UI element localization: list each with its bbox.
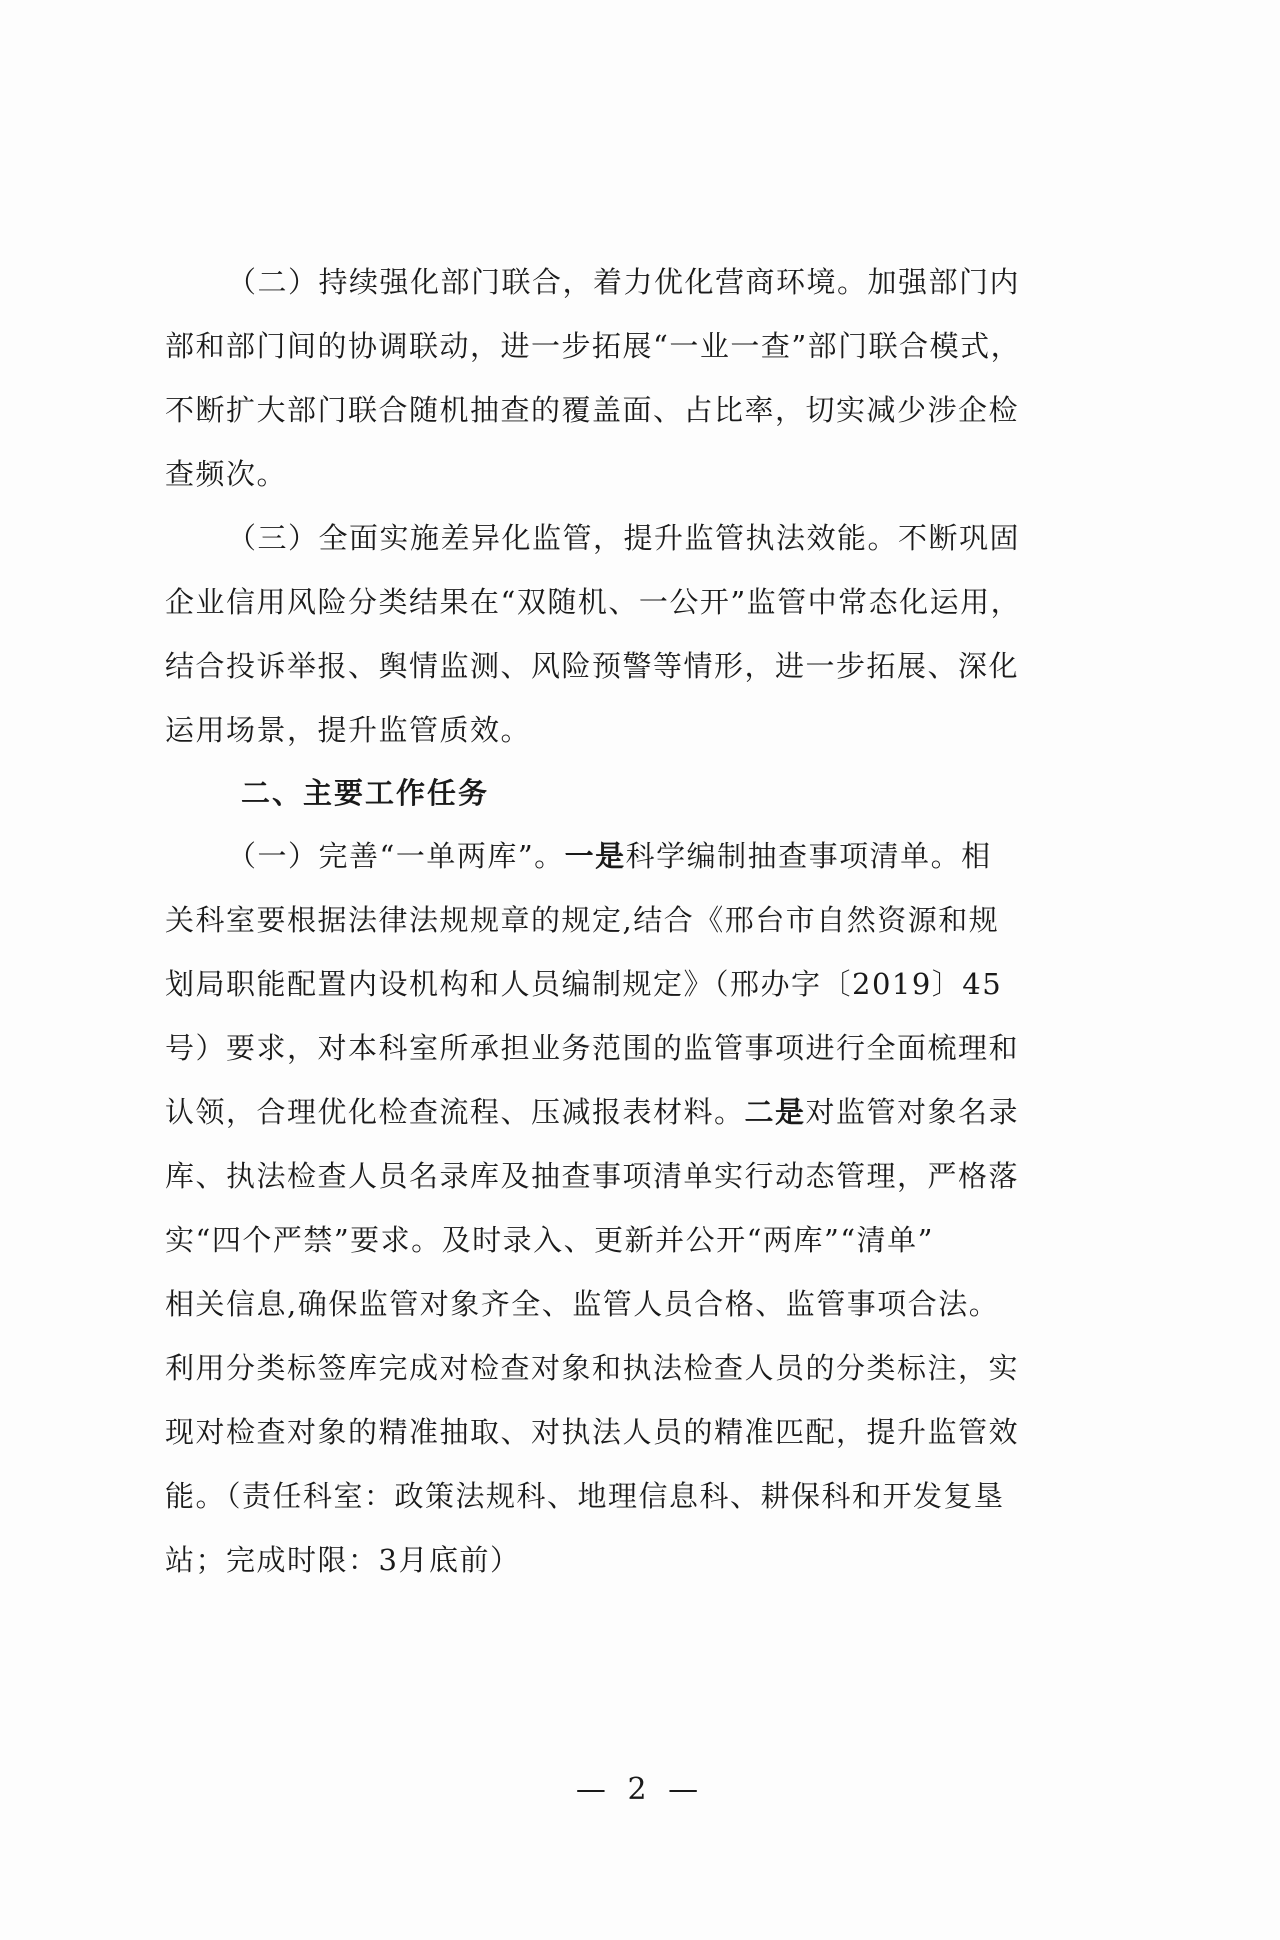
paragraph-2-line-3: 结合投诉举报、舆情监测、风险预警等情形，进一步拓展、深化 bbox=[165, 649, 1020, 683]
paragraph-3-line-10: 现对检查对象的精准抽取、对执法人员的精准匹配，提升监管效 bbox=[165, 1415, 1020, 1449]
paragraph-1-line-4: 查频次。 bbox=[165, 457, 288, 491]
paragraph-3-line-11: 能。（责任科室：政策法规科、地理信息科、耕保科和开发复垦 bbox=[165, 1479, 1005, 1513]
paragraph-2-line-2: 企业信用风险分类结果在“双随机、一公开”监管中常态化运用， bbox=[165, 585, 1022, 619]
paragraph-3-line-12: 站；完成时限：3月底前） bbox=[165, 1543, 521, 1577]
paragraph-3-line-5-part-a: 认领，合理优化检查流程、压减报表材料。 bbox=[165, 1095, 745, 1129]
paragraph-3-line-5-part-c: 对监管对象名录 bbox=[805, 1095, 1020, 1129]
paragraph-3-line-7: 实“四个严禁”要求。及时录入、更新并公开“两库”“清单” bbox=[165, 1223, 934, 1257]
paragraph-1-line-3: 不断扩大部门联合随机抽查的覆盖面、占比率，切实减少涉企检 bbox=[165, 393, 1020, 427]
section-heading: 二、主要工作任务 bbox=[241, 776, 490, 810]
emphasis-first: 一是 bbox=[564, 839, 626, 873]
paragraph-3-line-6: 库、执法检查人员名录库及抽查事项清单实行动态管理，严格落 bbox=[165, 1159, 1020, 1193]
paragraph-2-line-1: （三）全面实施差异化监管，提升监管执法效能。不断巩固 bbox=[227, 521, 1021, 555]
paragraph-3-line-3: 划局职能配置内设机构和人员编制规定》（邢办字〔2019〕45 bbox=[165, 967, 1003, 1001]
document-body bbox=[165, 250, 1097, 1592]
page-number: — 2 — bbox=[575, 1772, 705, 1807]
paragraph-3-line-8: 相关信息,确保监管对象齐全、监管人员合格、监管事项合法。 bbox=[165, 1287, 1000, 1321]
paragraph-3-line-9: 利用分类标签库完成对检查对象和执法检查人员的分类标注，实 bbox=[165, 1351, 1020, 1385]
paragraph-2-line-4: 运用场景，提升监管质效。 bbox=[165, 713, 532, 747]
paragraph-1-line-1: （二）持续强化部门联合，着力优化营商环境。加强部门内 bbox=[227, 265, 1021, 299]
paragraph-3-line-4: 号）要求，对本科室所承担业务范围的监管事项进行全面梳理和 bbox=[165, 1031, 1020, 1065]
paragraph-1-line-2: 部和部门间的协调联动，进一步拓展“一业一查”部门联合模式， bbox=[165, 329, 1022, 363]
paragraph-3-line-1-part-a: （一）完善“一单两库”。 bbox=[227, 839, 565, 873]
paragraph-3-line-1 bbox=[165, 824, 1097, 888]
paragraph-3-line-1-part-c: 科学编制抽查事项清单。相 bbox=[625, 839, 992, 873]
paragraph-3-line-5 bbox=[165, 1080, 1097, 1144]
emphasis-second: 二是 bbox=[744, 1095, 806, 1129]
paragraph-3-line-2: 关科室要根据法律法规规章的规定,结合《邢台市自然资源和规 bbox=[165, 903, 1000, 937]
